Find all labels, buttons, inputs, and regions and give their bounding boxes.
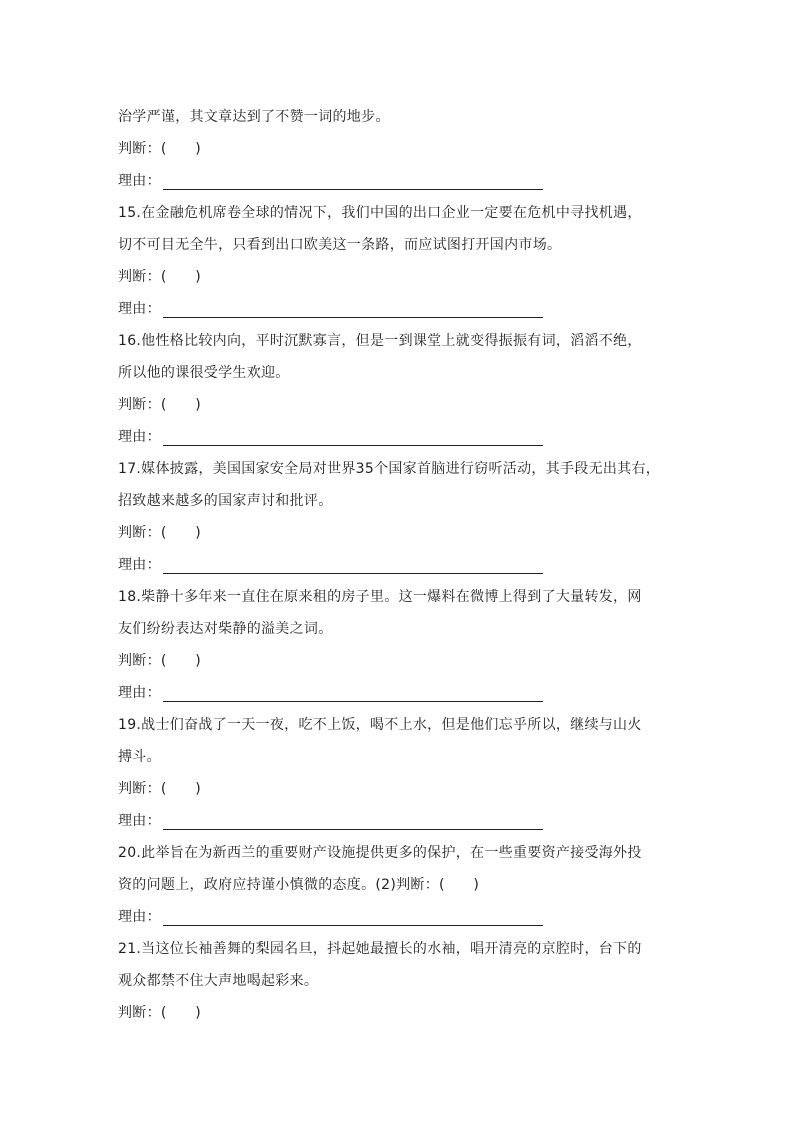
q16-reason-blank[interactable] <box>163 433 543 446</box>
q15-judge: 判断：( ) <box>118 269 202 285</box>
q19-text-line-1: 19.战士们奋战了一天一夜，吃不上饭，喝不上水，但是他们忘乎所以，继续与山火 <box>118 717 642 733</box>
q16-reason-label: 理由： <box>118 429 161 445</box>
q20-text-line-2: 资的问题上，政府应持谨小慎微的态度。(2)判断：( ) <box>118 877 480 893</box>
q14-reason-label: 理由： <box>118 173 161 189</box>
q17-text-line-1: 17.媒体披露，美国国家安全局对世界35个国家首脑进行窃听活动，其手段无出其右， <box>118 461 661 477</box>
q14-text-line-2: 治学严谨，其文章达到了不赞一词的地步。 <box>118 109 390 125</box>
q19-reason-blank[interactable] <box>163 817 543 830</box>
q21-text-line-1: 21.当这位长袖善舞的梨园名旦，抖起她最擅长的水袖，唱开清亮的京腔时，台下的 <box>118 941 642 957</box>
q21-text-line-2: 观众都禁不住大声地喝起彩来。 <box>118 973 319 989</box>
q15-text-line-1: 15.在金融危机席卷全球的情况下，我们中国的出口企业一定要在危机中寻找机遇， <box>118 205 642 221</box>
q16-text-line-1: 16.他性格比较内向，平时沉默寡言，但是一到课堂上就变得振振有词，滔滔不绝， <box>118 333 642 349</box>
q20-reason <box>118 908 543 926</box>
q18-text-line-2: 友们纷纷表达对柴静的溢美之词。 <box>118 621 333 637</box>
q20-reason-label: 理由： <box>118 909 161 925</box>
q18-reason-blank[interactable] <box>163 689 543 702</box>
q18-reason <box>118 684 543 702</box>
q19-text-line-2: 搏斗。 <box>118 749 161 765</box>
q18-reason-label: 理由： <box>118 685 161 701</box>
q15-reason <box>118 300 543 318</box>
q14-judge: 判断：( ) <box>118 141 202 157</box>
q20-text-line-1: 20.此举旨在为新西兰的重要财产设施提供更多的保护，在一些重要资产接受海外投 <box>118 845 642 861</box>
q14-reason-blank[interactable] <box>163 177 543 190</box>
q17-reason-blank[interactable] <box>163 561 543 574</box>
q17-reason <box>118 556 543 574</box>
q18-text-line-1: 18.柴静十多年来一直住在原来租的房子里。这一爆料在微博上得到了大量转发，网 <box>118 589 642 605</box>
q19-reason-label: 理由： <box>118 813 161 829</box>
q16-text-line-2: 所以他的课很受学生欢迎。 <box>118 365 290 381</box>
q15-text-line-2: 切不可目无全牛，只看到出口欧美这一条路，而应试图打开国内市场。 <box>118 237 562 253</box>
q17-reason-label: 理由： <box>118 557 161 573</box>
q17-judge: 判断：( ) <box>118 525 202 541</box>
q16-judge: 判断：( ) <box>118 397 202 413</box>
q19-judge: 判断：( ) <box>118 781 202 797</box>
q18-judge: 判断：( ) <box>118 653 202 669</box>
q14-reason <box>118 172 543 190</box>
q21-judge: 判断：( ) <box>118 1005 202 1021</box>
q19-reason <box>118 812 543 830</box>
q16-reason <box>118 428 543 446</box>
q15-reason-blank[interactable] <box>163 305 543 318</box>
q20-reason-blank[interactable] <box>163 913 543 926</box>
q17-text-line-2: 招致越来越多的国家声讨和批评。 <box>118 493 333 509</box>
q15-reason-label: 理由： <box>118 301 161 317</box>
